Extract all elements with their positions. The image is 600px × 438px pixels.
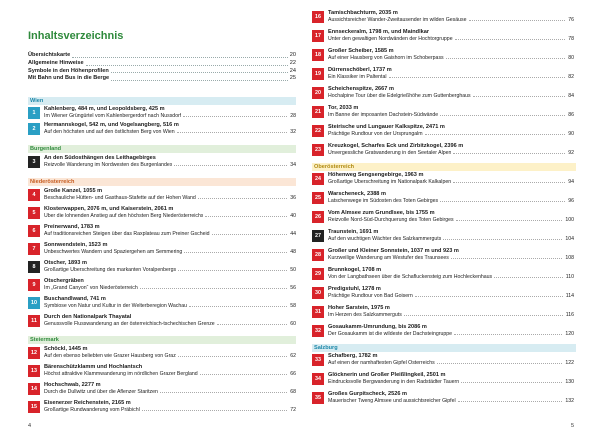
page-number: 40 — [290, 212, 296, 219]
route-title: Dürrenschöberl, 1737 m — [328, 67, 392, 73]
page-number: 94 — [568, 178, 574, 185]
route-description: Auf den ebenso beliebten wie Grazer Hausberg von Graz — [44, 352, 176, 359]
route-description: Auf traditionsreichen Steigen über das Raxplateau zum Preiner Gscheid — [44, 230, 210, 237]
route-title: Sonnwendstein, 1523 m — [44, 242, 108, 248]
general-item[interactable]: Übersichtskarte 20 — [28, 52, 296, 58]
page-number: 82 — [568, 73, 574, 80]
toc-entry-24[interactable] — [312, 172, 574, 186]
page-number: 60 — [290, 320, 296, 327]
route-number: 15 — [28, 401, 40, 413]
route-number: 8 — [28, 261, 40, 273]
route-title: Große Kanzel, 1055 m — [44, 188, 103, 194]
toc-entry-2[interactable] — [28, 122, 296, 136]
route-title: Kahlenberg, 484 m, und Leopoldsberg, 425 m — [44, 106, 165, 112]
route-number: 23 — [312, 144, 324, 156]
route-description: Beschauliche Hütten- und Gasthaus-Stafette auf der Hohen Wand — [44, 194, 196, 201]
toc-entry-19[interactable] — [312, 67, 574, 81]
route-title: Steirische und Lungauer Kalkspitze, 2471 m — [328, 124, 445, 130]
route-number: 14 — [28, 383, 40, 395]
route-description: Unvergessliche Gratwanderung in den Seetaler Alpen — [328, 149, 452, 156]
route-description: Prächtige Rundtour von der Ursprungalm — [328, 130, 423, 137]
general-item[interactable]: Mit Bahn und Bus in die Berge 25 — [28, 75, 296, 82]
page-number: 36 — [290, 194, 296, 201]
route-description: Kurzweilige Wanderung am Westufer des Traunsees — [328, 254, 449, 261]
page-number: 32 — [290, 128, 296, 135]
page-number: 34 — [290, 161, 296, 168]
route-number: 11 — [28, 315, 40, 327]
toc-entry-29[interactable] — [312, 267, 574, 281]
route-description: Im Wiener Grüngürtel vom Kahlenbergerdorf nach Nussdorf — [44, 112, 182, 119]
route-number: 33 — [312, 354, 324, 366]
route-title: Ötscher, 1893 m — [44, 260, 87, 266]
page-number: 76 — [568, 16, 574, 23]
route-number: 24 — [312, 173, 324, 185]
page-number: 114 — [565, 292, 574, 299]
route-title: Vom Almsee zum Grundlsee, bis 1755 m — [328, 210, 435, 216]
route-number: 30 — [312, 287, 324, 299]
toc-entry-20[interactable] — [312, 86, 574, 100]
route-description: Prächtige Rundtour von Bad Goisern — [328, 292, 413, 299]
route-number: 34 — [312, 373, 324, 385]
route-description: Auf einen der namhaftesten Gipfel Österreichs — [328, 359, 435, 366]
toc-entry-23[interactable] — [312, 143, 574, 157]
route-description: Auf einer Hausberg von Gaishorn im Schoberpass — [328, 54, 444, 61]
route-number: 12 — [28, 347, 40, 359]
route-number: 17 — [312, 30, 324, 42]
page-number-left: 4 — [28, 423, 32, 429]
toc-entry-26[interactable] — [312, 210, 574, 224]
route-title: Klosterwappen, 2076 m, und Kaiserstein, 2061 m — [44, 206, 174, 212]
route-title: Tamischbachturm, 2035 m — [328, 10, 398, 16]
general-contents — [28, 52, 296, 83]
route-description: Auf den höchsten und auf den östlichsten Berg von Wien — [44, 128, 175, 135]
route-description: Eindrucksvolle Bergwanderung in den Radstädter Tauern — [328, 378, 460, 385]
route-title: Buschandlwand, 741 m — [44, 296, 106, 302]
page-number: 130 — [565, 378, 574, 385]
page-number: 96 — [568, 197, 574, 204]
toc-entry-16[interactable] — [312, 10, 574, 24]
right-page — [312, 0, 574, 438]
route-title: Scheichenspitze, 2667 m — [328, 86, 394, 92]
route-title: Kreuzkogel, Scharfes Eck und Zirbitzkogel, 2396 m — [328, 143, 464, 149]
page-number: 92 — [568, 149, 574, 156]
toc-entry-15[interactable] — [28, 400, 296, 414]
route-number: 13 — [28, 365, 40, 377]
page-number: 28 — [290, 112, 296, 119]
toc-entry-33[interactable] — [312, 353, 574, 367]
route-number: 19 — [312, 68, 324, 80]
route-description: Von der Langbathseen über die Schafluckensteig zum Hochleckenhaus — [328, 273, 493, 280]
toc-entry-8[interactable] — [28, 260, 296, 274]
route-number: 7 — [28, 243, 40, 255]
route-number: 5 — [28, 207, 40, 219]
route-title: Eisenerzer Reichenstein, 2165 m — [44, 400, 131, 406]
route-number: 35 — [312, 392, 324, 404]
route-description: Unbeschwertes Wandern und Spaziergehen am Semmering — [44, 248, 183, 255]
page-number: 56 — [290, 284, 296, 291]
route-title: Ennseckeralm, 1798 m, und Maindlkar — [328, 29, 430, 35]
page-number-right: 5 — [570, 423, 574, 429]
toc-entry-34[interactable] — [312, 372, 574, 386]
toc-entry-7[interactable] — [28, 242, 296, 256]
route-description: Höchst attraktive Klammwanderung im nördlichen Grazer Bergland — [44, 370, 198, 377]
route-description: Unter den gewaltigen Nordwänden der Hochtorgruppe — [328, 35, 453, 42]
section-header-niederoesterreich: Niederösterreich — [28, 178, 296, 186]
route-title: Traunstein, 1691 m — [328, 229, 379, 235]
route-number: 3 — [28, 156, 40, 168]
route-description: Im Banne der imposanten Dachstein-Südwände — [328, 111, 439, 118]
page-title: Inhaltsverzeichnis — [28, 30, 124, 42]
route-number: 31 — [312, 306, 324, 318]
route-number: 25 — [312, 192, 324, 204]
route-number: 32 — [312, 325, 324, 337]
route-number: 28 — [312, 249, 324, 261]
page-number: 44 — [290, 230, 296, 237]
toc-entry-30[interactable] — [312, 286, 574, 300]
page-number: 86 — [568, 111, 574, 118]
page-number: 100 — [565, 216, 574, 223]
page-number: 90 — [568, 130, 574, 137]
route-title: Großer und Kleiner Sonnstein, 1037 m und 923 m — [328, 248, 459, 254]
page-number: 48 — [290, 248, 296, 255]
toc-entry-5[interactable] — [28, 206, 296, 220]
toc-entry-31[interactable] — [312, 305, 574, 319]
toc-entry-9[interactable] — [28, 278, 296, 292]
route-title: Schöckl, 1445 m — [44, 346, 88, 352]
page-number: 116 — [565, 311, 574, 318]
page-number: 120 — [565, 330, 574, 337]
route-description: Durch die Dullwitz und über die Aflenzer Staritzen — [44, 388, 158, 395]
toc-entry-4[interactable] — [28, 188, 296, 202]
route-number: 2 — [28, 123, 40, 135]
section-header-wien: Wien — [28, 97, 296, 105]
page-number: 78 — [568, 35, 574, 42]
toc-entry-3[interactable] — [28, 155, 296, 169]
section-header-salzburg: Salzburg — [312, 344, 576, 352]
toc-entry-12[interactable] — [28, 346, 296, 360]
general-item[interactable]: Symbole in den Höhenprofilen 24 — [28, 67, 296, 74]
route-description: Ein Klassiker im Paltental — [328, 73, 387, 80]
route-description: Hochalpine Tour über die Edelgrießhöhe zum Guttenberghaus — [328, 92, 471, 99]
page-number: 66 — [290, 370, 296, 377]
route-description: Großartige Überschreitung des markanten Voralpenbergs — [44, 266, 177, 273]
route-title: Höhenweg Sengsengebirge, 1963 m — [328, 172, 424, 178]
route-description: Reizvolle Nord-Süd-Durchquerung des Toten Gebirges — [328, 216, 454, 223]
page-number: 72 — [290, 406, 296, 413]
route-description: Reizvolle Wanderung im Nordwesten des Burgenlandes — [44, 161, 173, 168]
toc-entry-1[interactable] — [28, 106, 296, 120]
route-title: Ötschergräben — [44, 278, 84, 284]
toc-entry-18[interactable] — [312, 48, 574, 62]
route-description: Der Gosaukamm ist die wildeste der Dachsteingruppe — [328, 330, 452, 337]
toc-entry-14[interactable] — [28, 382, 296, 396]
route-description: Latschenwege im Südosten des Toten Gebirges — [328, 197, 439, 204]
toc-entry-17[interactable] — [312, 29, 574, 43]
route-title: Warscheneck, 2388 m — [328, 191, 386, 197]
route-description: Großartige Rundwanderung vom Präbichl — [44, 406, 140, 413]
page-number: 68 — [290, 388, 296, 395]
toc-entry-6[interactable] — [28, 224, 296, 238]
toc-entry-21[interactable] — [312, 105, 574, 119]
route-number: 6 — [28, 225, 40, 237]
route-description: Im Herzen des Salzkammerguts — [328, 311, 402, 318]
route-title: Preinerwand, 1783 m — [44, 224, 100, 230]
route-description: Mauerischer Tweng Almsee und aussichtsreicher Gipfel — [328, 397, 456, 404]
route-title: Hoher Sarstein, 1975 m — [328, 305, 390, 311]
section-header-oberoesterreich: Oberösterreich — [312, 163, 576, 171]
general-item[interactable]: Allgemeine Hinweise 22 — [28, 59, 296, 66]
toc-entry-28[interactable] — [312, 248, 574, 262]
route-number: 1 — [28, 107, 40, 119]
route-number: 10 — [28, 297, 40, 309]
route-number: 20 — [312, 87, 324, 99]
route-title: Großes Gurpitscheck, 2526 m — [328, 391, 407, 397]
route-number: 9 — [28, 279, 40, 291]
page-number: 58 — [290, 302, 296, 309]
page-number: 122 — [565, 359, 574, 366]
page-number: 80 — [568, 54, 574, 61]
page-number: 104 — [565, 235, 574, 242]
page-number: 132 — [565, 397, 574, 404]
route-description: Auf den wuchtigen Wächter des Salzkammerguts — [328, 235, 442, 242]
page-number: 62 — [290, 352, 296, 359]
route-title: Glöcknerin und Großer Pleißlingkeil, 2501 m — [328, 372, 446, 378]
route-number: 26 — [312, 211, 324, 223]
route-number: 22 — [312, 125, 324, 137]
route-title: Schafberg, 1782 m — [328, 353, 378, 359]
route-description: Aussichtsreicher Wander-Zweitausender im wilden Gesäuse — [328, 16, 467, 23]
toc-entry-32[interactable] — [312, 324, 574, 338]
route-title: Gosaukamm-Umrundung, bis 2086 m — [328, 324, 427, 330]
route-number: 4 — [28, 189, 40, 201]
section-header-steiermark: Steiermark — [28, 336, 296, 344]
route-description: Großartige Überschreitung im Nationalpark Kalkalpen — [328, 178, 452, 185]
route-description: Symbiose von Natur und Kultur in der Welterberegion Wachau — [44, 302, 188, 309]
toc-entry-27[interactable] — [312, 229, 574, 243]
toc-entry-13[interactable] — [28, 364, 296, 378]
route-title: Durch den Nationalpark Thayatal — [44, 314, 132, 320]
route-number: 21 — [312, 106, 324, 118]
route-title: An den Südosthängen des Leithagebirges — [44, 155, 156, 161]
route-title: Brunnkogel, 1708 m — [328, 267, 382, 273]
toc-entry-11[interactable] — [28, 314, 296, 328]
toc-entry-25[interactable] — [312, 191, 574, 205]
route-title: Bärenschützklamm und Hochlantsch — [44, 364, 143, 370]
section-header-burgenland: Burgenland — [28, 145, 296, 153]
route-description: Über die lohnenden Anstieg auf den höchsten Berg Niederösterreichs — [44, 212, 204, 219]
route-title: Großer Scheiber, 1585 m — [328, 48, 394, 54]
route-title: Hermannskogel, 542 m, und Vogelsangberg, 516 m — [44, 122, 179, 128]
route-description: Genussvolle Flusswanderung an der österreichisch-tschechischen Grenze — [44, 320, 215, 327]
route-description: Im „Grand Canyon“ von Niederösterreich — [44, 284, 138, 291]
toc-entry-10[interactable] — [28, 296, 296, 310]
page-number: 50 — [290, 266, 296, 273]
route-number: 29 — [312, 268, 324, 280]
toc-entry-35[interactable] — [312, 391, 574, 405]
route-title: Tor, 2033 m — [328, 105, 359, 111]
page-number: 108 — [565, 254, 574, 261]
route-number: 16 — [312, 11, 324, 23]
page-number: 110 — [565, 273, 574, 280]
route-number: 18 — [312, 49, 324, 61]
route-title: Hochschwab, 2277 m — [44, 382, 101, 388]
left-page — [28, 0, 296, 438]
page-number: 84 — [568, 92, 574, 99]
route-number: 27 — [312, 230, 324, 242]
route-title: Predigstuhl, 1278 m — [328, 286, 381, 292]
toc-entry-22[interactable] — [312, 124, 574, 138]
